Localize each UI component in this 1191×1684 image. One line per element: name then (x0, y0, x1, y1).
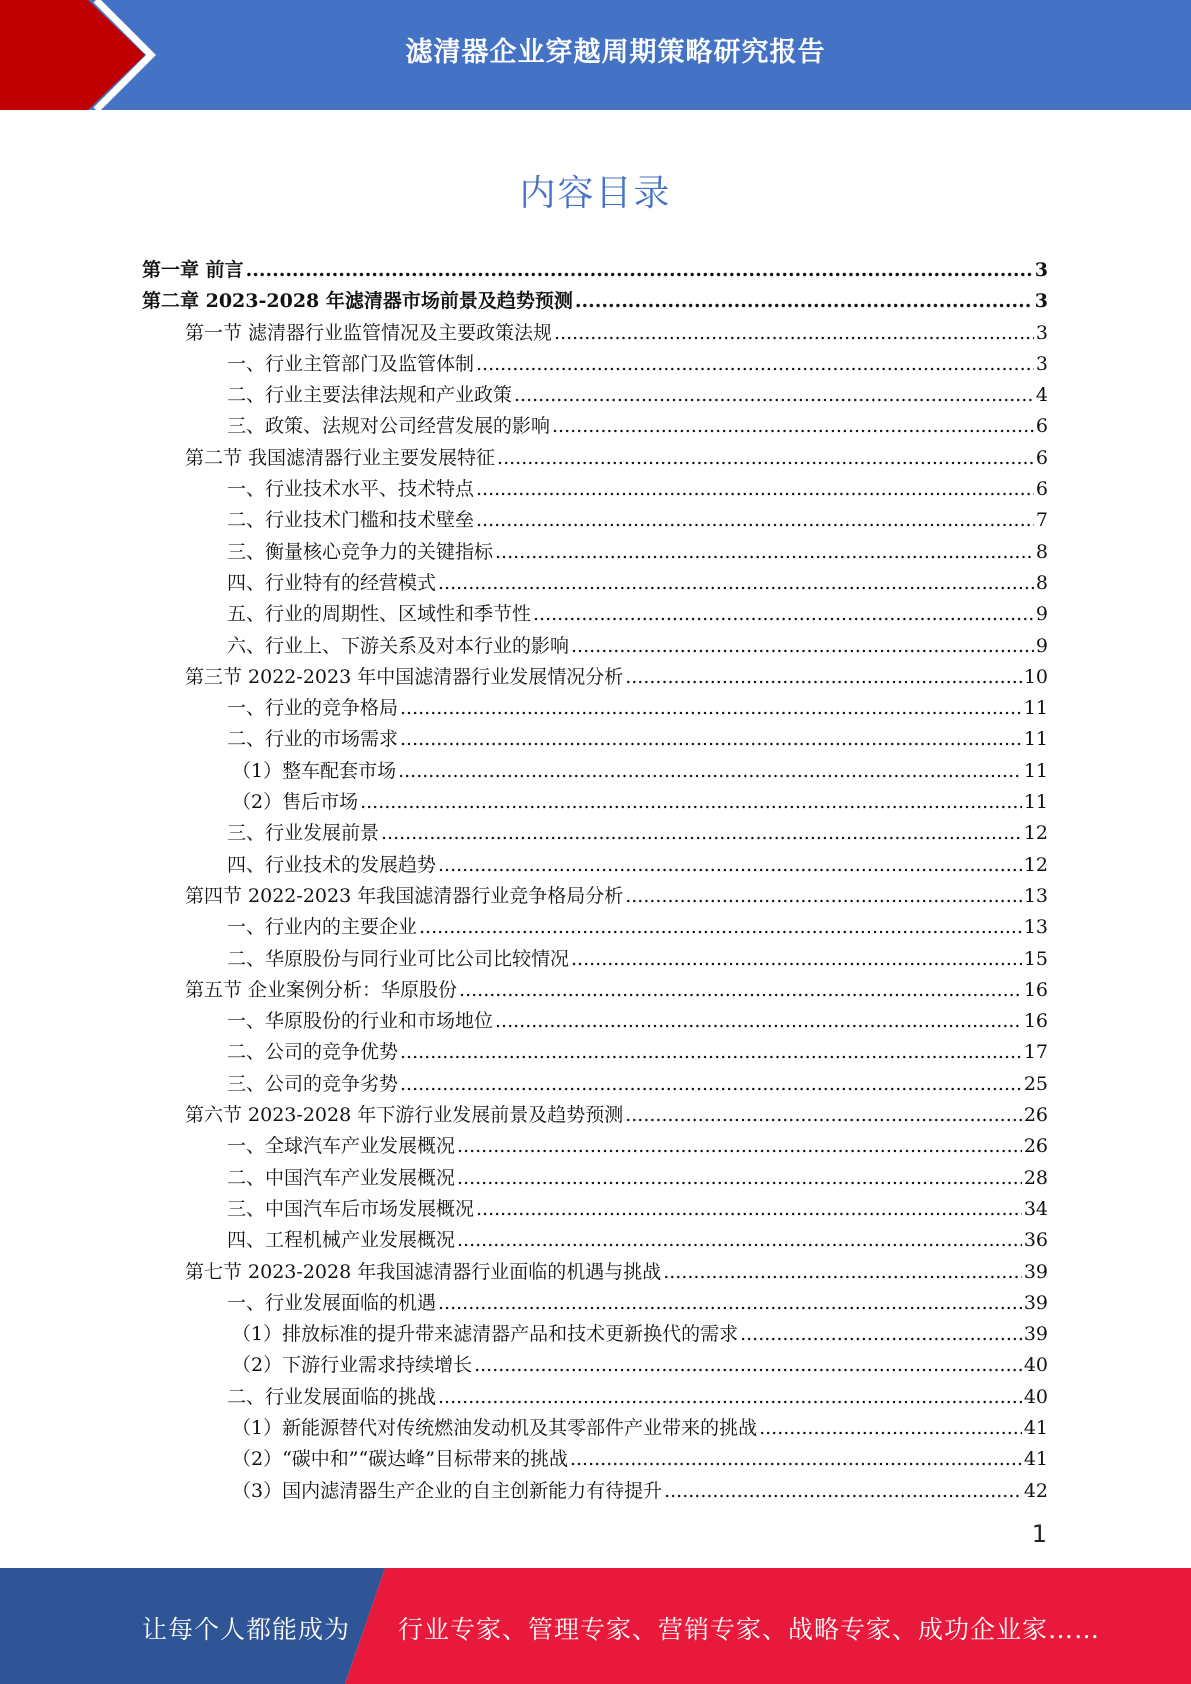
toc-entry[interactable] (142, 1131, 1048, 1162)
toc-entry[interactable] (142, 568, 1048, 599)
toc-entry-page: 3 (1035, 321, 1048, 344)
toc-entry-label: 二、行业发展面临的挑战 (227, 1385, 437, 1408)
page-number: 1 (1031, 1520, 1047, 1548)
toc-entry[interactable] (142, 505, 1048, 536)
toc-entry[interactable] (142, 1319, 1048, 1350)
toc-leader-dots (400, 724, 1022, 755)
toc-entry[interactable] (142, 1100, 1048, 1131)
toc-entry-page: 6 (1035, 478, 1048, 501)
toc-entry-page: 26 (1023, 1135, 1048, 1158)
toc-entry[interactable] (142, 1350, 1048, 1381)
toc-entry-label: 第一章 前言 (142, 259, 244, 281)
table-of-contents (142, 255, 1048, 1507)
toc-entry-page: 10 (1023, 665, 1048, 688)
toc-entry-label: 二、华原股份与同行业可比公司比较情况 (227, 947, 570, 970)
toc-leader-dots (533, 599, 1034, 630)
toc-entry-page: 3 (1034, 290, 1048, 313)
toc-leader-dots (476, 1194, 1022, 1225)
toc-entry-label: 第六节 2023-2028 年下游行业发展前景及趋势预测 (185, 1104, 624, 1127)
toc-entry-label: （2）售后市场 (232, 791, 359, 814)
toc-entry[interactable] (142, 1257, 1048, 1288)
toc-entry-page: 11 (1023, 791, 1048, 814)
toc-leader-dots (571, 944, 1022, 975)
toc-entry-label: （2）下游行业需求持续增长 (232, 1354, 473, 1377)
toc-leader-dots (438, 568, 1034, 599)
toc-entry-page: 9 (1035, 634, 1048, 657)
toc-leader-dots (514, 380, 1034, 411)
toc-entry[interactable] (142, 975, 1048, 1006)
toc-entry-page: 6 (1035, 415, 1048, 438)
toc-entry[interactable] (142, 349, 1048, 380)
toc-entry[interactable] (142, 881, 1048, 912)
toc-leader-dots (740, 1319, 1022, 1350)
toc-heading: 内容目录 (519, 173, 672, 214)
toc-leader-dots (459, 975, 1022, 1006)
toc-entry-label: 二、行业技术门槛和技术壁垒 (227, 509, 475, 532)
toc-entry[interactable] (142, 756, 1048, 787)
toc-entry-label: 四、行业特有的经营模式 (227, 571, 437, 594)
toc-entry-label: （1）整车配套市场 (232, 759, 397, 782)
toc-leader-dots (554, 318, 1034, 349)
toc-entry[interactable] (142, 1037, 1048, 1068)
toc-entry-page: 15 (1023, 947, 1048, 970)
toc-entry[interactable] (142, 724, 1048, 755)
toc-leader-dots (759, 1413, 1022, 1444)
toc-entry-label: 第二章 2023-2028 年滤清器市场前景及趋势预测 (142, 290, 573, 313)
toc-entry-page: 3 (1035, 352, 1048, 375)
toc-entry-page: 12 (1023, 822, 1048, 845)
toc-entry[interactable] (142, 818, 1048, 849)
toc-entry-label: 第四节 2022-2023 年我国滤清器行业竞争格局分析 (185, 884, 624, 907)
toc-entry-label: 一、全球汽车产业发展概况 (227, 1135, 456, 1158)
toc-entry[interactable] (142, 1413, 1048, 1444)
toc-entry[interactable] (142, 944, 1048, 975)
toc-entry-label: 三、政策、法规对公司经营发展的影响 (227, 415, 551, 438)
toc-leader-dots (476, 474, 1034, 505)
toc-entry[interactable] (142, 474, 1048, 505)
toc-entry[interactable] (142, 631, 1048, 662)
toc-entry-label: 二、公司的竞争优势 (227, 1041, 399, 1064)
toc-entry-page: 8 (1035, 540, 1048, 563)
toc-entry-label: 二、中国汽车产业发展概况 (227, 1166, 456, 1189)
toc-entry[interactable] (142, 1476, 1048, 1507)
page-footer (0, 1568, 1191, 1684)
toc-entry-label: 三、行业发展前景 (227, 822, 380, 845)
toc-leader-dots (495, 1006, 1022, 1037)
toc-entry-page: 39 (1023, 1291, 1048, 1314)
toc-entry[interactable] (142, 1225, 1048, 1256)
toc-leader-dots (438, 850, 1022, 881)
toc-entry-page: 3 (1034, 259, 1048, 281)
toc-leader-dots (457, 1163, 1022, 1194)
toc-entry-label: 三、中国汽车后市场发展概况 (227, 1197, 475, 1220)
toc-leader-dots (457, 1225, 1022, 1256)
toc-leader-dots (474, 1350, 1022, 1381)
toc-entry-label: 一、华原股份的行业和市场地位 (227, 1010, 494, 1033)
toc-entry[interactable] (142, 1069, 1048, 1100)
toc-entry-page: 13 (1023, 884, 1048, 907)
toc-entry-label: 第一节 滤清器行业监管情况及主要政策法规 (185, 321, 553, 344)
toc-entry[interactable] (142, 255, 1048, 286)
toc-entry[interactable] (142, 443, 1048, 474)
toc-entry[interactable] (142, 1194, 1048, 1225)
toc-entry-label: 一、行业的竞争格局 (227, 697, 399, 720)
toc-entry-page: 9 (1035, 603, 1048, 626)
toc-leader-dots (381, 818, 1022, 849)
toc-leader-dots (497, 443, 1034, 474)
toc-leader-dots (438, 1288, 1022, 1319)
toc-entry-label: 一、行业主管部门及监管体制 (227, 352, 475, 375)
toc-leader-dots (360, 787, 1022, 818)
toc-entry-page: 40 (1023, 1354, 1048, 1377)
toc-entry-page: 6 (1035, 446, 1048, 469)
toc-entry[interactable] (142, 1006, 1048, 1037)
toc-leader-dots (625, 662, 1022, 693)
toc-entry[interactable] (142, 1288, 1048, 1319)
toc-leader-dots (663, 1257, 1022, 1288)
toc-entry[interactable] (142, 662, 1048, 693)
toc-leader-dots (552, 411, 1034, 442)
toc-entry[interactable] (142, 599, 1048, 630)
toc-leader-dots (246, 255, 1033, 286)
footer-slogan-right: 行业专家、管理专家、营销专家、战略专家、成功企业家…… (398, 1615, 1101, 1644)
toc-entry-page: 4 (1035, 384, 1048, 407)
footer-slogan-left: 让每个人都能成为 (142, 1615, 351, 1644)
toc-leader-dots (457, 1131, 1022, 1162)
toc-entry-page: 8 (1035, 571, 1048, 594)
toc-entry-page: 11 (1023, 759, 1048, 782)
toc-entry-page: 28 (1023, 1166, 1048, 1189)
toc-entry-label: 一、行业内的主要企业 (227, 916, 418, 939)
toc-leader-dots (625, 1100, 1022, 1131)
toc-entry-page: 13 (1023, 916, 1048, 939)
toc-entry[interactable] (142, 380, 1048, 411)
toc-entry[interactable] (142, 693, 1048, 724)
toc-entry-label: （3）国内滤清器生产企业的自主创新能力有待提升 (232, 1479, 663, 1502)
toc-entry-label: 一、行业发展面临的机遇 (227, 1291, 437, 1314)
toc-entry-page: 16 (1023, 1010, 1048, 1033)
toc-entry-page: 11 (1023, 728, 1048, 751)
toc-entry-label: 三、衡量核心竞争力的关键指标 (227, 540, 494, 563)
toc-leader-dots (419, 912, 1022, 943)
toc-entry[interactable] (142, 1382, 1048, 1413)
toc-entry-label: 二、行业主要法律法规和产业政策 (227, 384, 513, 407)
toc-entry-page: 41 (1023, 1448, 1048, 1471)
toc-entry[interactable] (142, 318, 1048, 349)
toc-entry-page: 7 (1035, 509, 1048, 532)
toc-entry[interactable] (142, 286, 1048, 317)
report-title: 滤清器企业穿越周期策略研究报告 (405, 37, 826, 68)
toc-entry-page: 39 (1023, 1260, 1048, 1283)
toc-entry-label: 二、行业的市场需求 (227, 728, 399, 751)
toc-leader-dots (625, 881, 1022, 912)
toc-leader-dots (400, 1069, 1022, 1100)
toc-entry-page: 11 (1023, 697, 1048, 720)
toc-entry-label: 第七节 2023-2028 年我国滤清器行业面临的机遇与挑战 (185, 1260, 662, 1283)
toc-entry-label: 一、行业技术水平、技术特点 (227, 478, 475, 501)
toc-entry[interactable] (142, 850, 1048, 881)
toc-entry-label: 第五节 企业案例分析：华原股份 (185, 978, 458, 1001)
toc-entry-page: 17 (1023, 1041, 1048, 1064)
toc-entry-label: 第二节 我国滤清器行业主要发展特征 (185, 446, 496, 469)
toc-entry-label: 四、工程机械产业发展概况 (227, 1229, 456, 1252)
toc-entry-label: 第三节 2022-2023 年中国滤清器行业发展情况分析 (185, 665, 624, 688)
toc-entry-page: 26 (1023, 1104, 1048, 1127)
toc-leader-dots (476, 505, 1034, 536)
toc-leader-dots (664, 1476, 1022, 1507)
toc-entry-label: 五、行业的周期性、区域性和季节性 (227, 603, 532, 626)
toc-entry-label: 六、行业上、下游关系及对本行业的影响 (227, 634, 570, 657)
toc-entry[interactable] (142, 912, 1048, 943)
toc-leader-dots (570, 1444, 1022, 1475)
toc-entry-page: 36 (1023, 1229, 1048, 1252)
toc-entry-label: （1）新能源替代对传统燃油发动机及其零部件产业带来的挑战 (232, 1416, 758, 1439)
toc-entry-page: 42 (1023, 1479, 1048, 1502)
toc-entry[interactable] (142, 1444, 1048, 1475)
toc-entry-label: 四、行业技术的发展趋势 (227, 853, 437, 876)
toc-leader-dots (476, 349, 1034, 380)
toc-leader-dots (495, 537, 1034, 568)
toc-entry-page: 39 (1023, 1323, 1048, 1346)
toc-entry-page: 25 (1023, 1072, 1048, 1095)
toc-entry[interactable] (142, 1163, 1048, 1194)
toc-entry-page: 34 (1023, 1197, 1048, 1220)
toc-leader-dots (575, 286, 1033, 317)
page-header (0, 0, 1191, 110)
toc-entry[interactable] (142, 537, 1048, 568)
toc-entry-page: 41 (1023, 1416, 1048, 1439)
toc-leader-dots (571, 631, 1034, 662)
toc-leader-dots (400, 693, 1022, 724)
toc-entry-label: （1）排放标准的提升带来滤清器产品和技术更新换代的需求 (232, 1323, 739, 1346)
toc-leader-dots (438, 1382, 1022, 1413)
toc-entry-label: 三、公司的竞争劣势 (227, 1072, 399, 1095)
toc-entry-page: 12 (1023, 853, 1048, 876)
toc-entry-page: 40 (1023, 1385, 1048, 1408)
toc-entry[interactable] (142, 411, 1048, 442)
toc-leader-dots (398, 756, 1022, 787)
toc-entry-page: 16 (1023, 978, 1048, 1001)
toc-entry-label: （2）“碳中和”“碳达峰”目标带来的挑战 (232, 1448, 568, 1471)
toc-leader-dots (400, 1037, 1022, 1068)
toc-entry[interactable] (142, 787, 1048, 818)
